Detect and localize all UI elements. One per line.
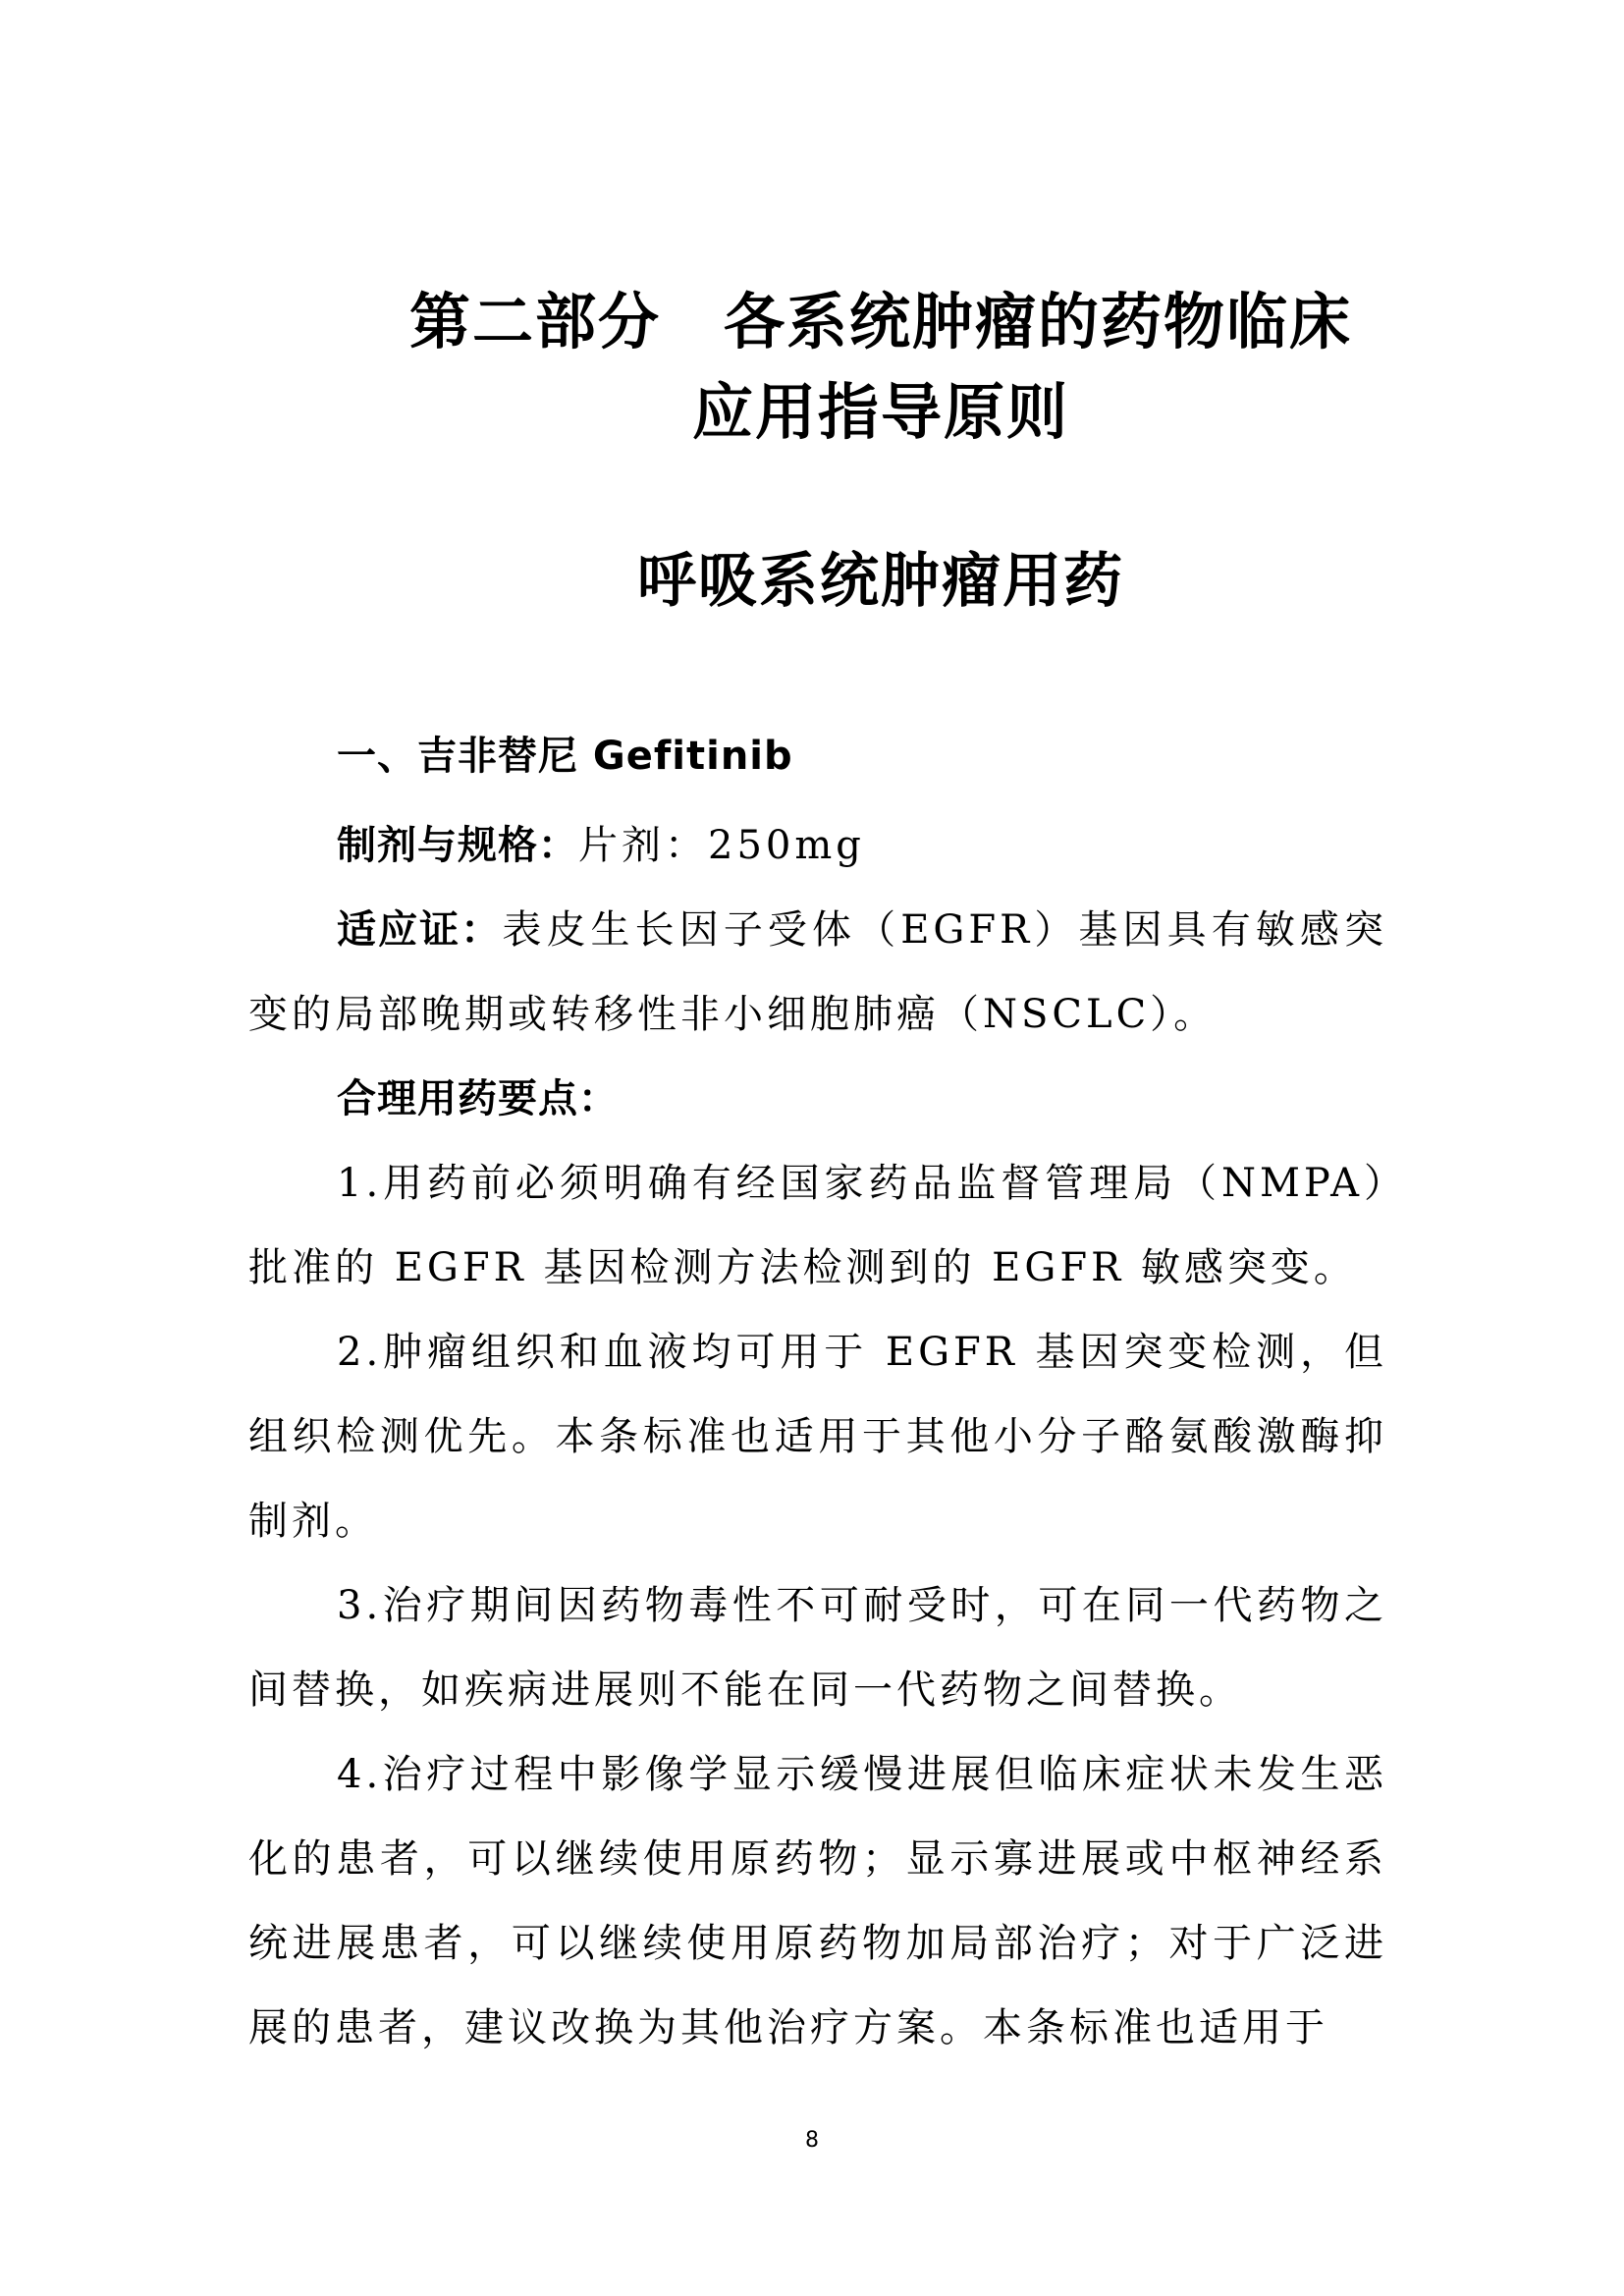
point-2: 2.肿瘤组织和血液均可用于 EGFR 基因突变检测，但组织检测优先。本条标准也适用于其他小分子酪氨酸激酶抑制剂。 (248, 1330, 1387, 1544)
formulation-paragraph (248, 803, 1387, 888)
formulation-label: 制剂与规格： (337, 823, 578, 868)
formulation-value: 片剂：250mg (578, 823, 865, 868)
point-4: 4.治疗过程中影像学显示缓慢进展但临床症状未发生恶化的患者，可以继续使用原药物；显示寡进展或中枢神经系统进展患者，可以继续使用原药物加局部治疗；对于广泛进展的患者，建议改换为其他治疗方案。本条标准也适用于 (248, 1752, 1387, 2050)
point-1: 1.用药前必须明确有经国家药品监督管理局（NMPA）批准的 EGFR 基因检测方法检测到的 EGFR 敏感突变。 (248, 1161, 1387, 1290)
key-points-heading (248, 1057, 1387, 1141)
indication-label: 适应证： (337, 907, 503, 953)
page-number: 8 (805, 2128, 819, 2153)
indication-value: 表皮生长因子受体（EGFR）基因具有敏感突变的局部晚期或转移性非小细胞肺癌（NSCLC）。 (248, 907, 1387, 1037)
document-title-line-1: 第二部分 各系统肿瘤的药物临床 (408, 286, 1352, 357)
key-points-label: 合理用药要点： (337, 1076, 619, 1121)
indication-paragraph (248, 888, 1387, 1057)
drug-heading: 一、吉非替尼 Gefitinib (337, 734, 793, 779)
body-text (248, 803, 1387, 2070)
document-title-line-2: 应用指导原则 (691, 376, 1069, 448)
section-title: 呼吸系统肿瘤用药 (637, 547, 1124, 616)
point-3: 3.治疗期间因药物毒性不可耐受时，可在同一代药物之间替换，如疾病进展则不能在同一代药物之间替换。 (248, 1583, 1387, 1713)
